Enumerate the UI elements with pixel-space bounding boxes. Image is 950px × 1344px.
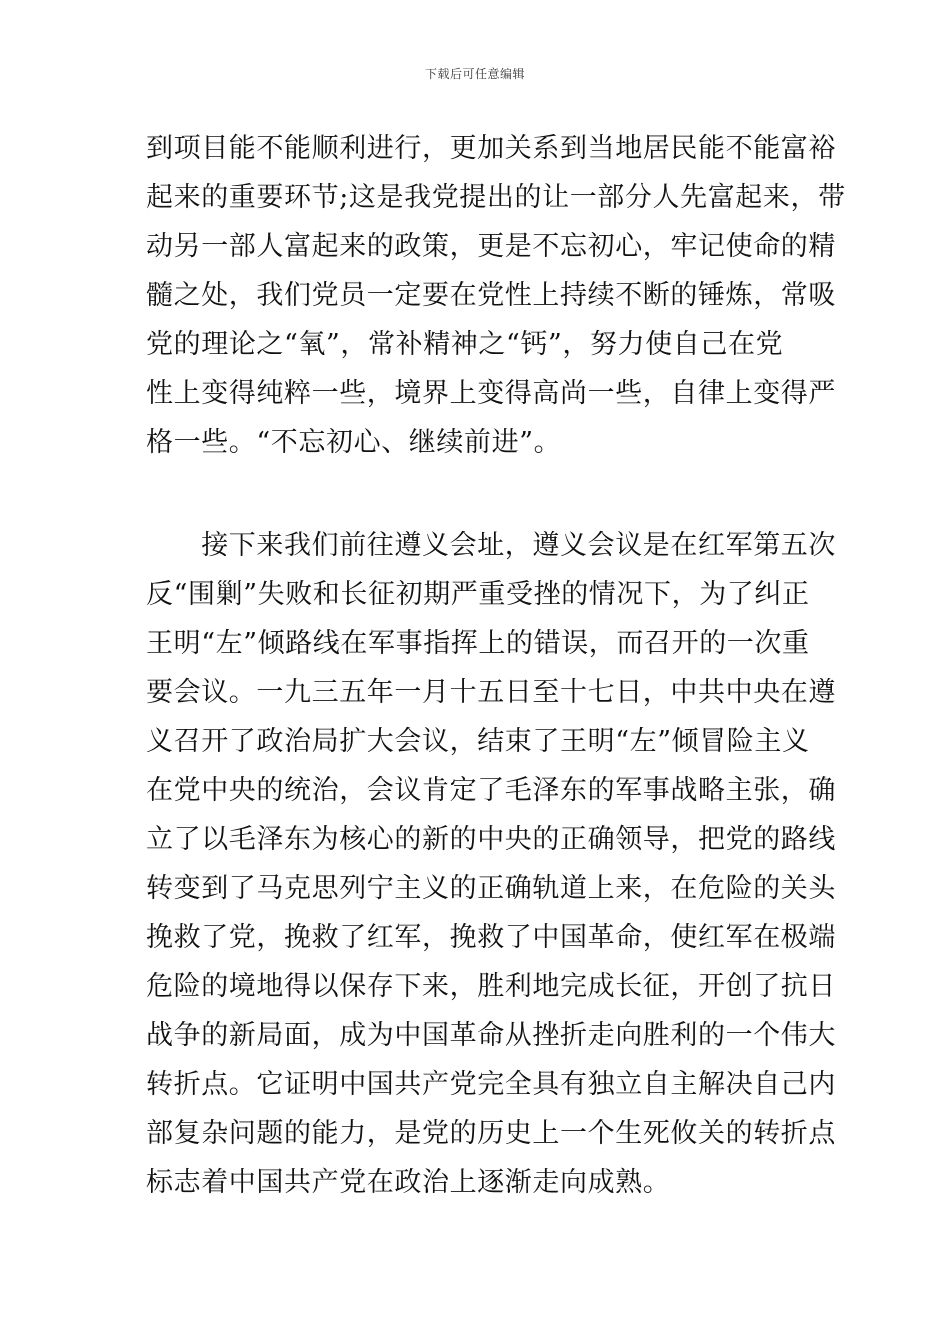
text-line: 在党中央的统治，会议肯定了毛泽东的军事战略主张，确 bbox=[146, 775, 836, 806]
text-line: 部复杂问题的能力，是党的历史上一个生死攸关的转折点 bbox=[146, 1118, 836, 1149]
text-line: 转折点。它证明中国共产党完全具有独立自主解决自己内 bbox=[146, 1069, 836, 1100]
text-line: 髓之处，我们党员一定要在党性上持续不断的锤炼，常吸 bbox=[146, 280, 836, 311]
paragraph-2 bbox=[146, 521, 836, 1207]
paragraph-1 bbox=[146, 124, 846, 467]
text-line: 反“围剿”失败和长征初期严重受挫的情况下，为了纠正 bbox=[146, 579, 810, 610]
text-line: 到项目能不能顺利进行，更加关系到当地居民能不能富裕 bbox=[146, 133, 836, 164]
text-line: 要会议。一九三五年一月十五日至十七日，中共中央在遵 bbox=[146, 677, 836, 708]
text-line: 标志着中国共产党在政治上逐渐走向成熟。 bbox=[146, 1167, 671, 1198]
text-line: 义召开了政治局扩大会议，结束了王明“左”倾冒险主义 bbox=[146, 726, 810, 757]
text-line: 起来的重要环节;这是我党提出的让一部分人先富起来，带 bbox=[146, 182, 846, 213]
page-header: 下载后可任意编辑 bbox=[424, 67, 525, 81]
text-line: 动另一部人富起来的政策，更是不忘初心，牢记使命的精 bbox=[146, 231, 836, 262]
text-line: 格一些。“不忘初心、继续前进”。 bbox=[146, 427, 562, 458]
text-line: 王明“左”倾路线在军事指挥上的错误，而召开的一次重 bbox=[146, 628, 810, 659]
text-line: 党的理论之“氧”，常补精神之“钙”，努力使自己在党 bbox=[146, 329, 784, 360]
text-line: 战争的新局面，成为中国革命从挫折走向胜利的一个伟大 bbox=[146, 1020, 836, 1051]
text-line: 性上变得纯粹一些，境界上变得高尚一些，自律上变得严 bbox=[146, 378, 836, 409]
text-line: 转变到了马克思列宁主义的正确轨道上来，在危险的关头 bbox=[146, 873, 836, 904]
text-line: 挽救了党，挽救了红军，挽救了中国革命，使红军在极端 bbox=[146, 922, 836, 953]
text-line: 危险的境地得以保存下来，胜利地完成长征，开创了抗日 bbox=[146, 971, 836, 1002]
text-line: 立了以毛泽东为核心的新的中央的正确领导，把党的路线 bbox=[146, 824, 836, 855]
text-line: 接下来我们前往遵义会址，遵义会议是在红军第五次 bbox=[146, 530, 836, 561]
